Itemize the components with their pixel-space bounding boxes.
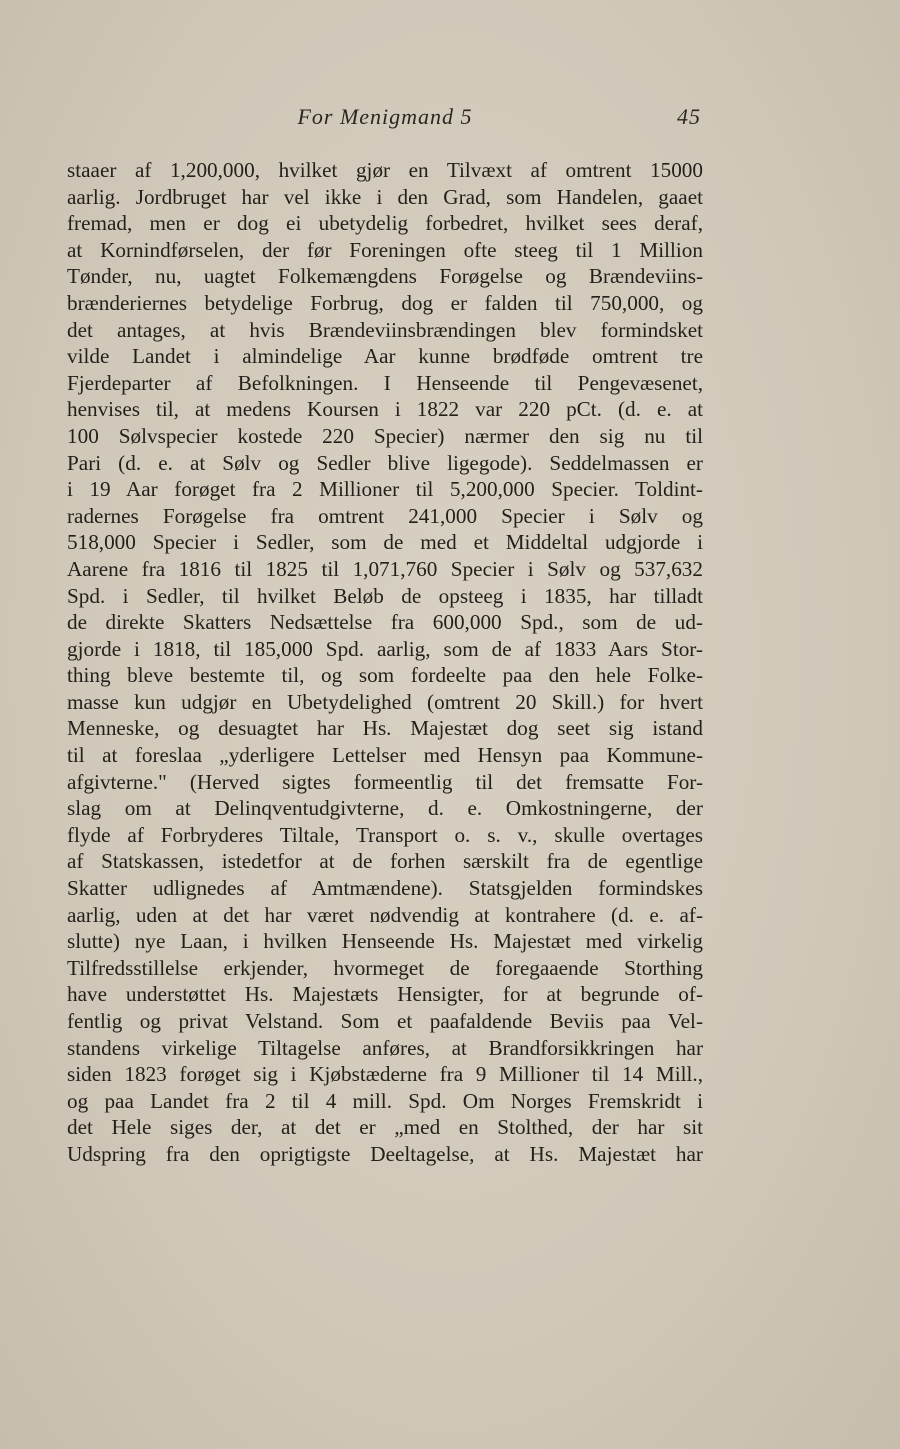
text-line: Spd. i Sedler, til hvilket Beløb de opsteeg i 1835, har tilladt (67, 583, 703, 608)
text-line: at Kornindførselen, der før Foreningen ofte steeg til 1 Million (67, 237, 703, 262)
running-title: For Menigmand 5 (297, 104, 473, 129)
body-text (67, 157, 703, 1168)
text-line: henvises til, at medens Koursen i 1822 var 220 pCt. (d. e. at (67, 397, 703, 422)
text-line: masse kun udgjør en Ubetydelighed (omtrent 20 Skill.) for hvert (67, 689, 703, 714)
text-line: radernes Forøgelse fra omtrent 241,000 Specier i Sølv og (67, 503, 703, 528)
text-line: staaer af 1,200,000, hvilket gjør en Tilvæxt af omtrent 15000 (67, 158, 703, 182)
text-line: til at foreslaa „yderligere Lettelser med Hensyn paa Kommune- (67, 743, 703, 768)
text-line: Pari (d. e. at Sølv og Sedler blive ligegode). Seddelmassen er (67, 450, 703, 475)
text-line: have understøttet Hs. Majestæts Hensigter, for at begrunde of- (67, 982, 703, 1007)
text-line: Skatter udlignedes af Amtmændene). Statsgjelden formindskes (67, 876, 703, 901)
text-line: slutte) nye Laan, i hvilken Henseende Hs. Majestæt med virkelig (67, 929, 703, 954)
page-header (67, 100, 703, 134)
text-line: fremad, men er dog ei ubetydelig forbedret, hvilket sees deraf, (67, 211, 703, 236)
text-line: Menneske, og desuagtet har Hs. Majestæt dog seet sig istand (67, 716, 703, 741)
text-line: gjorde i 1818, til 185,000 Spd. aarlig, som de af 1833 Aars Stor- (67, 636, 703, 661)
text-line: af Statskassen, istedetfor at de forhen særskilt fra de egentlige (67, 849, 703, 874)
text-line: slag om at Delinqventudgivterne, d. e. Omkostningerne, der (67, 796, 703, 821)
text-line: i 19 Aar forøget fra 2 Millioner til 5,200,000 Specier. Toldint- (67, 477, 703, 502)
text-line: Aarene fra 1816 til 1825 til 1,071,760 Specier i Sølv og 537,632 (67, 556, 703, 581)
text-line: 518,000 Specier i Sedler, som de med et Middeltal udgjorde i (67, 530, 703, 555)
text-line: det antages, at hvis Brændeviinsbrændingen blev formindsket (67, 317, 703, 342)
text-line: flyde af Forbryderes Tiltale, Transport o. s. v., skulle overtages (67, 822, 703, 847)
text-line: fentlig og privat Velstand. Som et paafaldende Beviis paa Vel- (67, 1009, 703, 1033)
text-line: Tønder, nu, uagtet Folkemængdens Forøgelse og Brændeviins- (67, 264, 703, 289)
text-line: standens virkelige Tiltagelse anføres, at Brandforsikkringen har (67, 1035, 703, 1060)
text-line: og paa Landet fra 2 til 4 mill. Spd. Om Norges Fremskridt i (67, 1088, 703, 1113)
text-line: det Hele siges der, at det er „med en Stolthed, der har sit (67, 1115, 703, 1140)
text-line: vilde Landet i almindelige Aar kunne brødføde omtrent tre (67, 344, 703, 369)
text-line: aarlig, uden at det har været nødvendig at kontrahere (d. e. af- (67, 902, 703, 927)
text-line: brænderiernes betydelige Forbrug, dog er falden til 750,000, og (67, 290, 703, 315)
text-line: Fjerdeparter af Befolkningen. I Henseende til Pengevæsenet, (67, 370, 703, 395)
text-line: 100 Sølvspecier kostede 220 Specier) nærmer den sig nu til (67, 423, 703, 448)
text-line: afgivterne." (Herved sigtes formeentlig til det fremsatte For- (67, 769, 703, 794)
page-number: 45 (677, 104, 701, 129)
text-line: Tilfredsstillelse erkjender, hvormeget de foregaaende Storthing (67, 955, 703, 980)
text-line: de direkte Skatters Nedsættelse fra 600,000 Spd., som de ud- (67, 610, 703, 635)
text-line: thing bleve bestemte til, og som fordeelte paa den hele Folke- (67, 663, 703, 688)
text-line: siden 1823 forøget sig i Kjøbstæderne fra 9 Millioner til 14 Mill., (67, 1062, 703, 1087)
text-line: Udspring fra den oprigtigste Deeltagelse, at Hs. Majestæt har (67, 1141, 703, 1166)
text-line: aarlig. Jordbruget har vel ikke i den Grad, som Handelen, gaaet (67, 184, 703, 209)
